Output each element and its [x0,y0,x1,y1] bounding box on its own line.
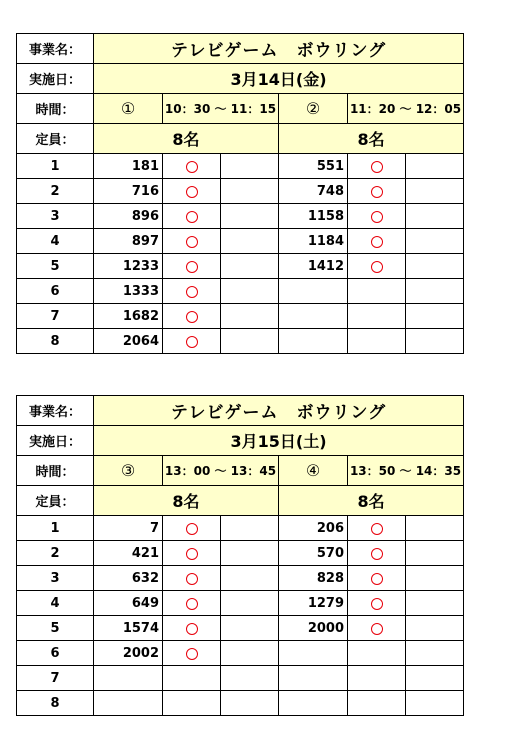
empty-cell [406,641,464,666]
table-row [17,541,464,566]
empty-cell [406,304,464,329]
ticket-number: 748 [279,179,348,204]
status-cell [348,154,406,179]
status-cell [163,329,221,354]
status-cell [163,566,221,591]
status-cell [163,179,221,204]
circle-mark-icon [371,598,383,610]
row-number: 5 [17,254,94,279]
slot-number: ③ [94,456,163,486]
empty-cell [221,279,279,304]
ticket-number: 2064 [94,329,163,354]
empty-cell [221,516,279,541]
row-number: 6 [17,641,94,666]
empty-cell [406,179,464,204]
status-cell [163,154,221,179]
circle-mark-icon [186,161,198,173]
circle-mark-icon [186,261,198,273]
ticket-number: 551 [279,154,348,179]
empty-cell [221,641,279,666]
ticket-number: 649 [94,591,163,616]
row-number: 5 [17,616,94,641]
circle-mark-icon [186,311,198,323]
row-number: 6 [17,279,94,304]
ticket-number [279,329,348,354]
empty-cell [221,616,279,641]
status-cell [348,691,406,716]
table-row [17,279,464,304]
circle-mark-icon [186,211,198,223]
empty-cell [406,691,464,716]
circle-mark-icon [371,186,383,198]
table-row [17,566,464,591]
ticket-number: 828 [279,566,348,591]
status-cell [163,616,221,641]
table-row [17,691,464,716]
slot-capacity: 8名 [94,124,279,154]
empty-cell [221,591,279,616]
ticket-number [94,666,163,691]
circle-mark-icon [371,623,383,635]
ticket-number: 632 [94,566,163,591]
circle-mark-icon [186,186,198,198]
status-cell [163,641,221,666]
empty-cell [221,154,279,179]
ticket-number: 1233 [94,254,163,279]
table-row [17,591,464,616]
label-date: 実施日： [17,426,94,456]
event-date: 3月15日(土) [94,426,464,456]
empty-cell [406,566,464,591]
table-row [17,304,464,329]
status-cell [348,616,406,641]
ticket-number [279,279,348,304]
status-cell [348,229,406,254]
table-row [17,204,464,229]
ticket-number: 2000 [279,616,348,641]
row-number: 1 [17,516,94,541]
circle-mark-icon [371,523,383,535]
table-body [17,396,464,716]
status-cell [348,516,406,541]
circle-mark-icon [186,286,198,298]
ticket-number: 897 [94,229,163,254]
ticket-number: 1279 [279,591,348,616]
label-event: 事業名： [17,34,94,64]
empty-cell [406,666,464,691]
row-number: 8 [17,691,94,716]
empty-cell [221,229,279,254]
ticket-number [279,666,348,691]
ticket-number: 1333 [94,279,163,304]
empty-cell [221,691,279,716]
status-cell [348,641,406,666]
row-number: 7 [17,666,94,691]
circle-mark-icon [371,211,383,223]
empty-cell [406,616,464,641]
slot-capacity: 8名 [94,486,279,516]
label-event: 事業名： [17,396,94,426]
ticket-number: 1412 [279,254,348,279]
slot-time: 10：30 ～ 11：15 [163,94,279,124]
status-cell [163,591,221,616]
slot-capacity: 8名 [279,486,464,516]
empty-cell [406,204,464,229]
row-number: 8 [17,329,94,354]
table-row [17,254,464,279]
status-cell [348,666,406,691]
empty-cell [406,154,464,179]
circle-mark-icon [371,161,383,173]
table-row [17,229,464,254]
slot-capacity: 8名 [279,124,464,154]
table-row [17,641,464,666]
table-row [17,154,464,179]
ticket-number: 2002 [94,641,163,666]
status-cell [163,229,221,254]
empty-cell [406,329,464,354]
status-cell [348,179,406,204]
ticket-number: 896 [94,204,163,229]
circle-mark-icon [186,523,198,535]
empty-cell [406,254,464,279]
table-row [17,179,464,204]
slot-time: 11：20 ～ 12：05 [348,94,464,124]
table-row [17,516,464,541]
slot-time: 13：00 ～ 13：45 [163,456,279,486]
ticket-number: 1184 [279,229,348,254]
status-cell [163,516,221,541]
ticket-number: 206 [279,516,348,541]
status-cell [163,541,221,566]
status-cell [348,279,406,304]
row-number: 4 [17,591,94,616]
label-capacity: 定員： [17,124,94,154]
ticket-number: 7 [94,516,163,541]
empty-cell [406,229,464,254]
circle-mark-icon [371,573,383,585]
empty-cell [406,279,464,304]
event-date: 3月14日(金) [94,64,464,94]
event-title: テレビゲーム ボウリング [94,34,464,64]
table-row [17,666,464,691]
label-capacity: 定員： [17,486,94,516]
status-cell [163,304,221,329]
row-number: 3 [17,204,94,229]
circle-mark-icon [371,261,383,273]
status-cell [348,329,406,354]
empty-cell [406,541,464,566]
ticket-number [279,304,348,329]
circle-mark-icon [186,648,198,660]
status-cell [348,304,406,329]
empty-cell [221,204,279,229]
status-cell [348,204,406,229]
circle-mark-icon [186,598,198,610]
empty-cell [221,304,279,329]
ticket-number: 181 [94,154,163,179]
empty-cell [221,329,279,354]
circle-mark-icon [186,573,198,585]
event-title: テレビゲーム ボウリング [94,396,464,426]
circle-mark-icon [186,623,198,635]
schedule-table-2 [16,395,464,716]
ticket-number: 1682 [94,304,163,329]
empty-cell [221,179,279,204]
circle-mark-icon [186,548,198,560]
status-cell [163,204,221,229]
empty-cell [406,516,464,541]
slot-time: 13：50 ～ 14：35 [348,456,464,486]
empty-cell [221,541,279,566]
row-number: 4 [17,229,94,254]
ticket-number [94,691,163,716]
status-cell [348,541,406,566]
table-body [17,34,464,354]
table-row [17,616,464,641]
empty-cell [406,591,464,616]
status-cell [348,254,406,279]
ticket-number: 570 [279,541,348,566]
status-cell [163,666,221,691]
slot-number: ④ [279,456,348,486]
row-number: 2 [17,179,94,204]
row-number: 2 [17,541,94,566]
slot-number: ② [279,94,348,124]
empty-cell [221,666,279,691]
ticket-number [279,691,348,716]
status-cell [348,591,406,616]
row-number: 7 [17,304,94,329]
circle-mark-icon [371,236,383,248]
empty-cell [221,254,279,279]
empty-cell [221,566,279,591]
status-cell [163,691,221,716]
table-row [17,329,464,354]
circle-mark-icon [371,548,383,560]
row-number: 1 [17,154,94,179]
circle-mark-icon [186,336,198,348]
label-time: 時間： [17,94,94,124]
ticket-number: 421 [94,541,163,566]
label-date: 実施日： [17,64,94,94]
label-time: 時間： [17,456,94,486]
ticket-number: 716 [94,179,163,204]
row-number: 3 [17,566,94,591]
ticket-number: 1574 [94,616,163,641]
ticket-number [279,641,348,666]
circle-mark-icon [186,236,198,248]
status-cell [163,279,221,304]
schedule-table-1 [16,33,464,354]
status-cell [163,254,221,279]
status-cell [348,566,406,591]
slot-number: ① [94,94,163,124]
ticket-number: 1158 [279,204,348,229]
